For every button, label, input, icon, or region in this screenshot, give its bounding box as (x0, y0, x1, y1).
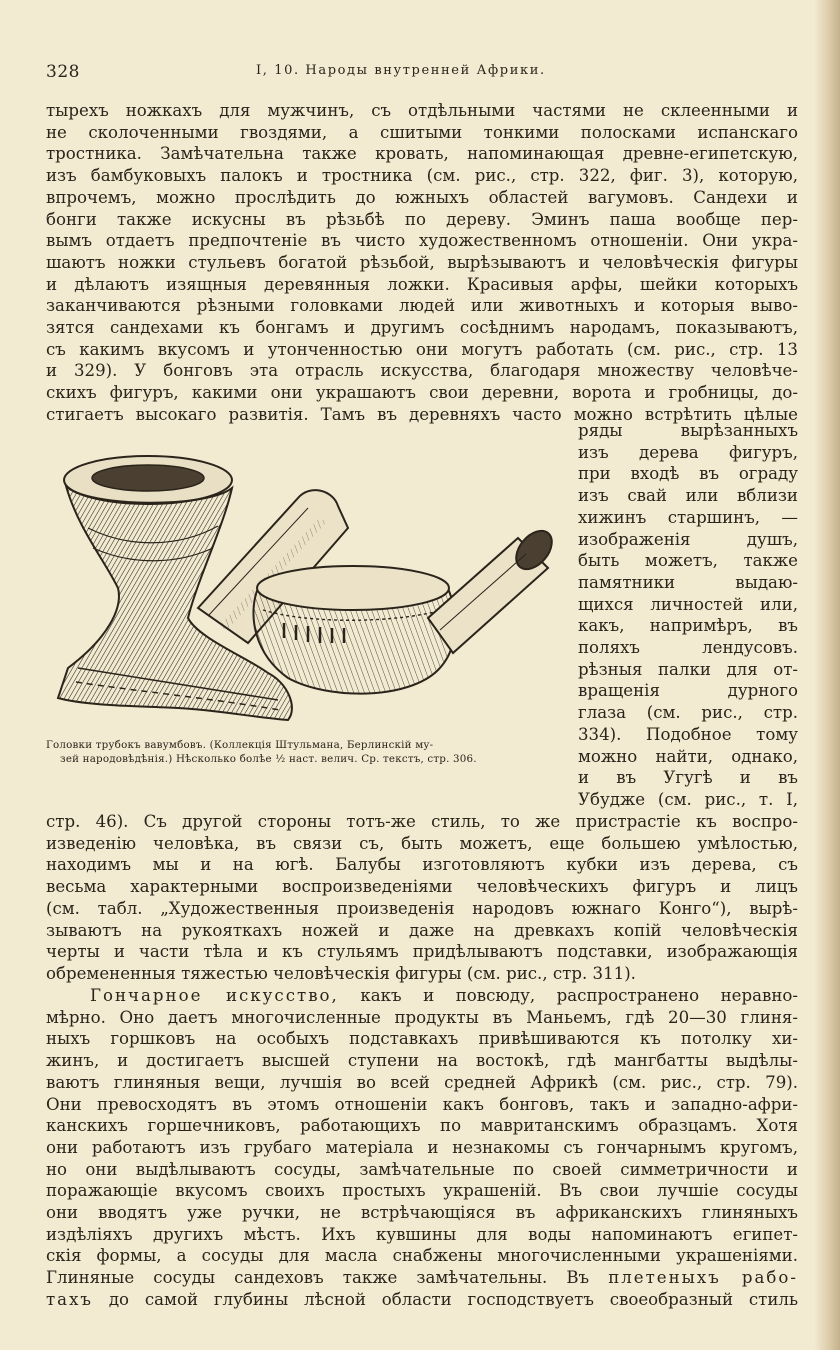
text-line: канскихъ горшечниковъ, работающихъ по мавританскимъ образцамъ. Хотя (46, 1116, 798, 1136)
spaced-phrase: плетеныхъ рабо- (608, 1268, 798, 1288)
text-line: и дѣлаютъ изящныя деревянныя ложки. Красивыя арфы, шейки которыхъ (46, 274, 798, 294)
text-line: при входѣ въ ограду (578, 464, 798, 484)
text-line: но они выдѣлываютъ сосуды, замѣчательные по своей симметричности и (46, 1159, 798, 1179)
page-spine-shadow (814, 0, 840, 1350)
spaced-phrase: тахъ (46, 1289, 93, 1309)
pipe-heads-illustration (48, 438, 568, 730)
text-line: ряды вырѣзанныхъ (578, 421, 798, 440)
caption-line: зей народовѣдѣнія.) Нѣсколько болѣе ½ наст. велич. Ср. текстъ, стр. 306. (60, 753, 477, 765)
text-line: Убудже (см. рис., т. I, (578, 789, 798, 809)
text-line (46, 1267, 798, 1289)
text-line: находимъ мы и на югѣ. Балубы изготовляютъ кубки изъ дерева, съ (46, 855, 798, 875)
text-line: черты и части тѣла и къ стульямъ придѣлываютъ подставки, изображающія (46, 942, 798, 962)
text-fragment: какъ и повсюду, распространено неравно- (338, 986, 798, 1005)
text-line: вращенія дурного (578, 681, 798, 701)
text-line: мѣрно. Оно даетъ многочисленные продукты въ Маньемъ, гдѣ 20—30 глиня- (46, 1007, 798, 1027)
text-line: хижинъ старшинъ, — (578, 507, 798, 527)
text-line: ваютъ глиняныя вещи, лучшія во всей средней Африкѣ (см. рис., стр. 79). (46, 1072, 798, 1092)
text-line: впрочемъ, можно прослѣдить до южныхъ областей вагумовъ. Сандехи и (46, 187, 798, 207)
text-line: шаютъ ножки стульевъ богатой рѣзьбой, вырѣзываютъ и человѣческія фигуры (46, 252, 798, 272)
text-line: скихъ фигуръ, какими они украшаютъ свои деревни, ворота и гробницы, до- (46, 383, 798, 403)
text-line: они работаютъ изъ грубаго матеріала и незнакомы съ гончарнымъ кругомъ, (46, 1137, 798, 1157)
text-line: изъ свай или вблизи (578, 486, 798, 506)
text-line: какъ, напримѣръ, въ (578, 616, 798, 636)
page-header (46, 62, 798, 84)
text-line: изъ дерева фигуръ, (578, 442, 798, 462)
middle-paragraph (46, 811, 798, 985)
caption-line: Головки трубокъ вавумбовъ. (Коллекція Штульмана, Берлинскій му- (46, 739, 434, 751)
text-line: изображенія душъ, (578, 529, 798, 549)
text-line: (см. табл. „Художественныя произведенія народовъ южнаго Конго“), вырѣ- (46, 898, 798, 918)
text-line: зываютъ на рукояткахъ ножей и даже на древкахъ копій человѣческія (46, 920, 798, 940)
text-line: изъ бамбуковыхъ палокъ и тростника (см. рис., стр. 322, фиг. 3), которую, (46, 166, 798, 186)
text-line: глаза (см. рис., стр. (578, 703, 798, 723)
text-line: они вводятъ уже ручки, не встрѣчающіяся въ африканскихъ глиняныхъ (46, 1203, 798, 1223)
text-line: тырехъ ножкахъ для мужчинъ, съ отдѣльными частями не склеенными и (46, 101, 798, 120)
text-line: поляхъ лендусовъ. (578, 638, 798, 658)
right-pipe-bowl (253, 566, 455, 694)
text-line: поражающіе вкусомъ своихъ простыхъ украшеній. Въ свои лучшіе сосуды (46, 1181, 798, 1201)
text-line: бонги также искусны въ рѣзьбѣ по дереву. Эминъ паша вообще пер- (46, 209, 798, 229)
text-line: вымъ отдаетъ предпочтеніе въ чисто художественномъ отношеніи. Они укра- (46, 231, 798, 251)
text-line: Они превосходятъ въ этомъ отношеніи какъ бонговъ, такъ и западно-афри- (46, 1094, 798, 1114)
text-line: и въ Угугѣ и въ (578, 768, 798, 788)
top-paragraph (46, 100, 798, 426)
text-line: 334). Подобное тому (578, 724, 798, 744)
text-line: издѣліяхъ другихъ мѣстъ. Ихъ кувшины для воды напоминаютъ египет- (46, 1224, 798, 1244)
text-line: жинъ, и достигаетъ высшей ступени на востокѣ, гдѣ мангбатты выдѣлы- (46, 1051, 798, 1071)
text-line: быть можетъ, также (578, 551, 798, 571)
running-head: I, 10. Народы внутренней Африки. (256, 63, 546, 78)
text-line: ныхъ горшковъ на особыхъ подставкахъ привѣшиваются къ потолку хи- (46, 1029, 798, 1049)
text-line: и 329). У бонговъ эта отрасль искусства, благодаря множеству человѣче- (46, 361, 798, 381)
text-line: тростника. Замѣчательна также кровать, напоминающая древне-египетскую, (46, 144, 798, 164)
pottery-paragraph (46, 985, 798, 1311)
text-line: щихся личностей или, (578, 594, 798, 614)
text-line: можно найти, однако, (578, 746, 798, 766)
text-line (46, 985, 798, 1007)
page-number: 328 (46, 62, 80, 82)
text-line: стигаетъ высокаго развитія. Тамъ въ деревняхъ часто можно встрѣтить цѣлые (46, 404, 798, 424)
text-line: скія формы, а сосуды для масла снабжены многочисленными украшеніями. (46, 1246, 798, 1266)
text-line: заканчиваются рѣзными головками людей или животныхъ и которыя выво- (46, 296, 798, 316)
figure-caption (46, 738, 574, 766)
text-line: изведенію человѣка, въ связи съ, быть можетъ, еще большею умѣлостью, (46, 833, 798, 853)
text-line: не сколоченными гвоздями, а сшитыми тонкими полосками испанскаго (46, 122, 798, 142)
side-column-text (578, 420, 798, 811)
spaced-lead: Гончарное искусство, (90, 986, 339, 1005)
text-line: зятся сандехами къ бонгамъ и другимъ сосѣднимъ народамъ, показываютъ, (46, 318, 798, 338)
text-line: памятники выдаю- (578, 572, 798, 592)
text-line: стр. 46). Съ другой стороны тотъ-же стиль, то же пристрастіе къ воспро- (46, 812, 798, 831)
text-line: весьма характерными воспроизведеніями человѣческихъ фигуръ и лицъ (46, 877, 798, 897)
text-line: обремененныя тяжестью человѣческія фигуры (см. рис., стр. 311). (46, 963, 636, 983)
text-line (46, 1289, 798, 1311)
text-line: рѣзныя палки для от- (578, 659, 798, 679)
text-fragment: до самой глубины лѣсной области господствуетъ своеобразный стиль (93, 1289, 798, 1309)
text-fragment: Глиняные сосуды сандеховъ также замѣчательны. Въ (46, 1268, 590, 1288)
text-line: съ какимъ вкусомъ и утонченностью они могутъ работать (см. рис., стр. 13 (46, 339, 798, 359)
